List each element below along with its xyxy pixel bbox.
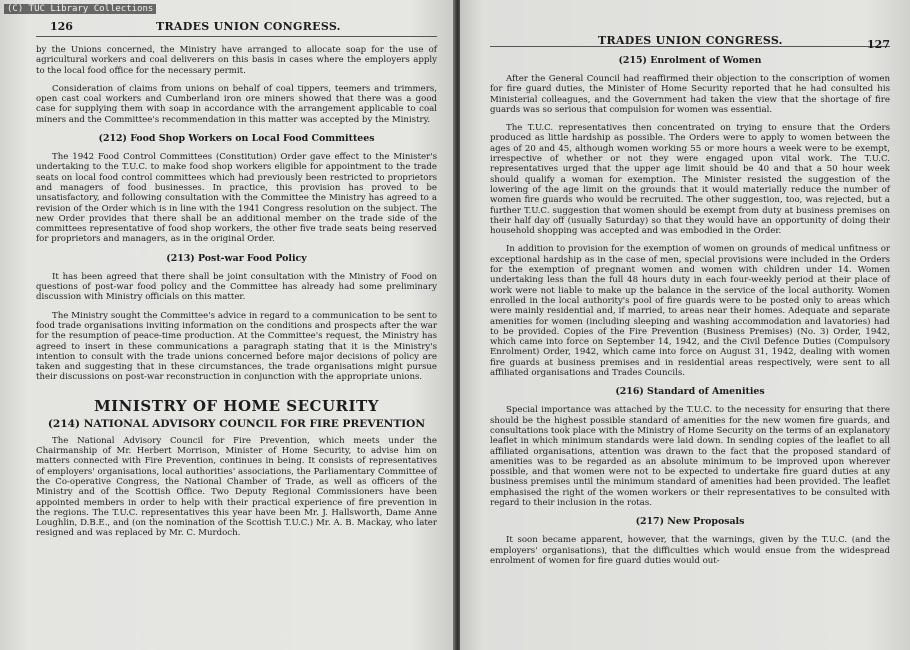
paragraph-217: It soon became apparent, however, that the warnings, given by the T.U.C. (and the employers' organisations), that the difficulties which would ensue from the widespread enrolment of women for fire guard duties would out- — [490, 535, 890, 566]
paragraph-216: Special importance was attached by the T.U.C. to the necessity for ensuring that there should be the highest possible standard of amenities for the new women fire guards, and consultations took place with the Ministry of Home Security on the terms of an explanatory leaflet in which minimum standards were laid down. In sending copies of the leaflet to all affiliated organisations, attention was drawn to the fact that the proposed standard of amenities was to be regarded as an absolute minimum to be improved upon wherever possible, and that women were not to be expected to undertake fire guard duties at any business premises until the minimum standard of amenities had been provided. The leaflet emphasised the right of the women workers or their representatives to be consulted with regard to their inclusion in the rotas. — [490, 405, 890, 508]
right-page-number: 127 — [867, 38, 890, 51]
paragraph-213b: The Ministry sought the Committee's advice in regard to a communication to be sent to food trade organisations inviting information on the conditions and prospects after the war for the resumption of peace-time production. At the Committee's request, the Ministry has agreed to insert in these communications a paragraph stating that it is the Ministry's intention to consult with the trade unions concerned before major decisions of policy are taken and suggesting that in these circumstances, the trade organisations might pursue their discussions on post-war reconstruction in conjunction with the appropriate unions. — [36, 310, 437, 383]
left-running-head — [36, 18, 437, 37]
paragraph-coal-claims: Consideration of claims from unions on behalf of coal tippers, teemers and trimmers, open cast coal workers and Cumberland iron ore miners showed that there was a good case for supplying them with soap in accordance with the arrangement applicable to coal miners and the Committee's recommendation in this matter was accepted by the Ministry. — [36, 83, 437, 125]
right-running-head — [490, 26, 890, 51]
paragraph-215c: In addition to provision for the exemption of women on grounds of medical unfitness or exceptional hardship as in the case of men, special provisions were included in the Orders for the exemption of pregnant women and women with children under 14. Women undertaking less than the full 48 hours duty in each four-weekly period at their place of work were not liable to make up the balance in the service of the local authority. Women enrolled in the local authority's pool of fire guards were to be posted only to areas which were mainly residential and, if married, to areas near their homes. Adequate and separate amenities for women (including sleeping and washing accommodation and lavatories) had to be provided. Copies of the Fire Prevention (Business Premises) (No. 3) Order, 1942, which came into force on September 14, 1942, and the Civil Defence Duties (Compulsory Enrolment) Order, 1942, which came into force on August 31, 1942, dealing with women fire guards at business premises and in residential areas respectively, were sent to all affiliated organisations and Trades Councils. — [490, 244, 890, 379]
heading-213: (213) Post-war Food Policy — [166, 252, 307, 264]
paragraph-soap-allocation: by the Unions concerned, the Ministry have arranged to allocate soap for the use of agricultural workers and coal deliverers on this basis in cases where the employers apply to the local food office for the necessary permit. — [36, 45, 437, 76]
paragraph-215b: The T.U.C. representatives then concentrated on trying to ensure that the Orders produced as little hardship as possible. The Orders were to apply to women between the ages of 20 and 45, although women working 55 or more hours a week were to be exempt, irrespective of whether or not they were engaged upon vital work. The T.U.C. representatives urged that the upper age limit should be 40 and that a 50 hour week should qualify a woman for exemption. The Minister resisted the suggestion of the lowering of the age limit on the grounds that it would materially reduce the number of women fire guards who would be recruited. The other suggestion, too, was rejected, but a further T.U.C. suggestion that women should be exempt from duty at business premises on their half day off (usually Saturday) so that they would have an opportunity of doing their household shopping was accepted and was embodied in the Order. — [490, 123, 890, 237]
paragraph-212: The 1942 Food Control Committees (Constitution) Order gave effect to the Minister's undertaking to the T.U.C. to make food shop workers eligible for appointment to the trade seats on local food control committees which had previously been restricted to proprietors and managers of food businesses. In practice, this provision has proved to be unsatisfactory, and following consultation with the Committee the Ministry has agreed to a revision of the Order which is in line with the 1941 Congress resolution on the subject. The new Order provides that there shall be an additional member on the trade side of the committees representative of food shop workers, the other five trade seats being reserved for proprietors and managers, as in the original Order. — [36, 152, 437, 245]
copyright-watermark: (C) TUC Library Collections — [4, 4, 156, 14]
paragraph-215a: After the General Council had reaffirmed their objection to the conscription of women for fire guard duties, the Minister of Home Security reported that he had consulted his Ministerial colleagues, and the Government had taken the view that the shortage of fire guards was so serious that compulsion for women was essential. — [490, 74, 890, 115]
heading-212: (212) Food Shop Workers on Local Food Committees — [98, 133, 375, 145]
right-page — [460, 0, 910, 650]
heading-ministry-home-security: MINISTRY OF HOME SECURITY — [94, 396, 379, 415]
left-running-title: TRADES UNION CONGRESS. — [156, 20, 341, 33]
heading-214: (214) NATIONAL ADVISORY COUNCIL FOR FIRE PREVENTION — [47, 417, 426, 430]
heading-215: (215) Enrolment of Women — [618, 55, 762, 66]
left-page-number: 126 — [50, 20, 73, 33]
paragraph-213a: It has been agreed that there shall be joint consultation with the Ministry of Food on questions of post-war food policy and the Committee has already had some preliminary discussion with Ministry officials on this matter. — [36, 271, 437, 303]
right-running-title: TRADES UNION CONGRESS. — [598, 34, 783, 47]
heading-217: (217) New Proposals — [635, 516, 745, 528]
heading-216: (216) Standard of Amenities — [615, 386, 765, 398]
paragraph-214: The National Advisory Council for Fire Prevention, which meets under the Chairmanship of Mr. Herbert Morrison, Minister of Home Security, to advise him on matters connected with Fire Prevention, continues in being. It consists of representatives of employers' organisations, local authorities' associations, the Parliamentary Committee of the Co-operative Congress, the National Chamber of Trade, as well as officers of the Ministry and of the Scottish Office. Two Deputy Regional Commissioners have been appointed members in order to help with their practical experience of fire prevention in the regions. The T.U.C. representatives this year have been Mr. J. Hallsworth, Dame Anne Loughlin, D.B.E., and (on the nomination of the Scottish T.U.C.) Mr. A. B. Mackay, who later resigned and was replaced by Mr. C. Murdoch. — [36, 435, 437, 539]
